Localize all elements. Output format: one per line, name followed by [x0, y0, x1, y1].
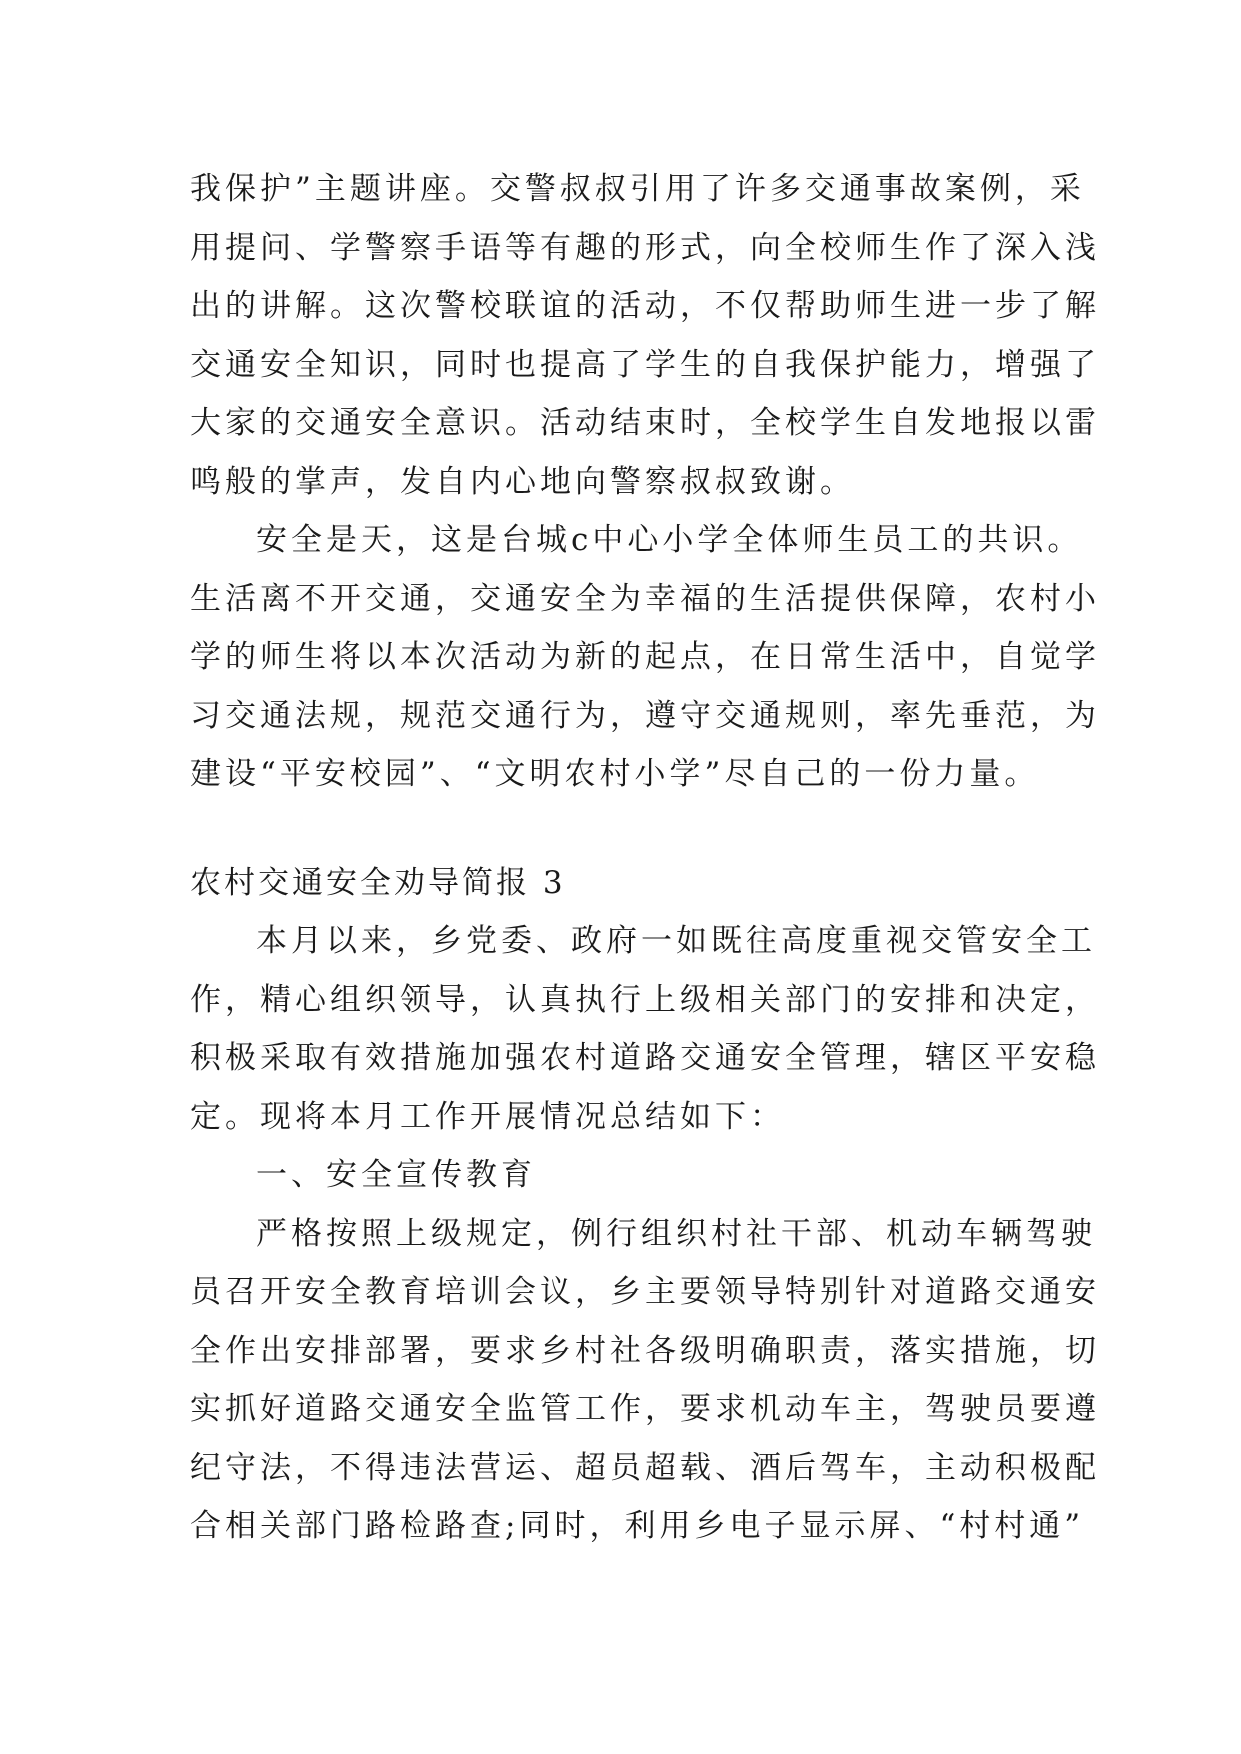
text-line: 用提问、学警察手语等有趣的形式，向全校师生作了深入浅: [190, 229, 1100, 266]
text-line: 定。现将本月工作开展情况总结如下：: [190, 1098, 785, 1135]
text-line: 纪守法，不得违法营运、超员超载、酒后驾车，主动积极配: [190, 1449, 1100, 1486]
text-line: 作，精心组织领导，认真执行上级相关部门的安排和决定，: [190, 981, 1100, 1018]
document-body: [190, 160, 1100, 1556]
text-line: 合相关部门路检路查;同时，利用乡电子显示屏、“村村通”: [190, 1508, 1085, 1544]
paragraph-safety-consensus: [190, 511, 1100, 804]
text-line: 生活离不开交通，交通安全为幸福的生活提供保障，农村小: [190, 580, 1100, 617]
text-line: 我保护”主题讲座。交警叔叔引用了许多交通事故案例，采: [190, 171, 1085, 207]
report-heading: 农村交通安全劝导简报 3: [190, 864, 566, 901]
paragraph-safety-education: [190, 1205, 1100, 1556]
text-line: 安全是天，这是台城c中心小学全体师生员工的共识。: [256, 522, 1083, 558]
text-line: 学的师生将以本次活动为新的起点，在日常生活中，自觉学: [190, 639, 1100, 675]
paragraph-lecture-summary: [190, 160, 1100, 511]
text-line: 严格按照上级规定，例行组织村社干部、机动车辆驾驶: [256, 1215, 1096, 1252]
section-spacer: [190, 804, 1060, 854]
text-line: 建设“平安校园”、“文明农村小学”尽自己的一份力量。: [190, 756, 1040, 792]
section-title: 一、安全宣传教育: [256, 1157, 536, 1193]
text-line: 交通安全知识，同时也提高了学生的自我保护能力，增强了: [190, 346, 1100, 383]
text-line: 出的讲解。这次警校联谊的活动，不仅帮助师生进一步了解: [190, 288, 1100, 324]
paragraph-monthly-intro: [190, 912, 1100, 1146]
text-line: 实抓好道路交通安全监管工作，要求机动车主，驾驶员要遵: [190, 1391, 1100, 1427]
text-line: 本月以来，乡党委、政府一如既往高度重视交管安全工: [256, 923, 1096, 959]
text-line: 大家的交通安全意识。活动结束时，全校学生自发地报以雷: [190, 405, 1100, 441]
text-line: 鸣般的掌声，发自内心地向警察叔叔致谢。: [190, 463, 855, 500]
text-line: 全作出安排部署，要求乡村社各级明确职责，落实措施，切: [190, 1332, 1100, 1369]
text-line: 积极采取有效措施加强农村道路交通安全管理，辖区平安稳: [190, 1040, 1100, 1076]
text-line: 习交通法规，规范交通行为，遵守交通规则，率先垂范，为: [190, 697, 1100, 734]
text-line: 员召开安全教育培训会议，乡主要领导特别针对道路交通安: [190, 1274, 1100, 1310]
